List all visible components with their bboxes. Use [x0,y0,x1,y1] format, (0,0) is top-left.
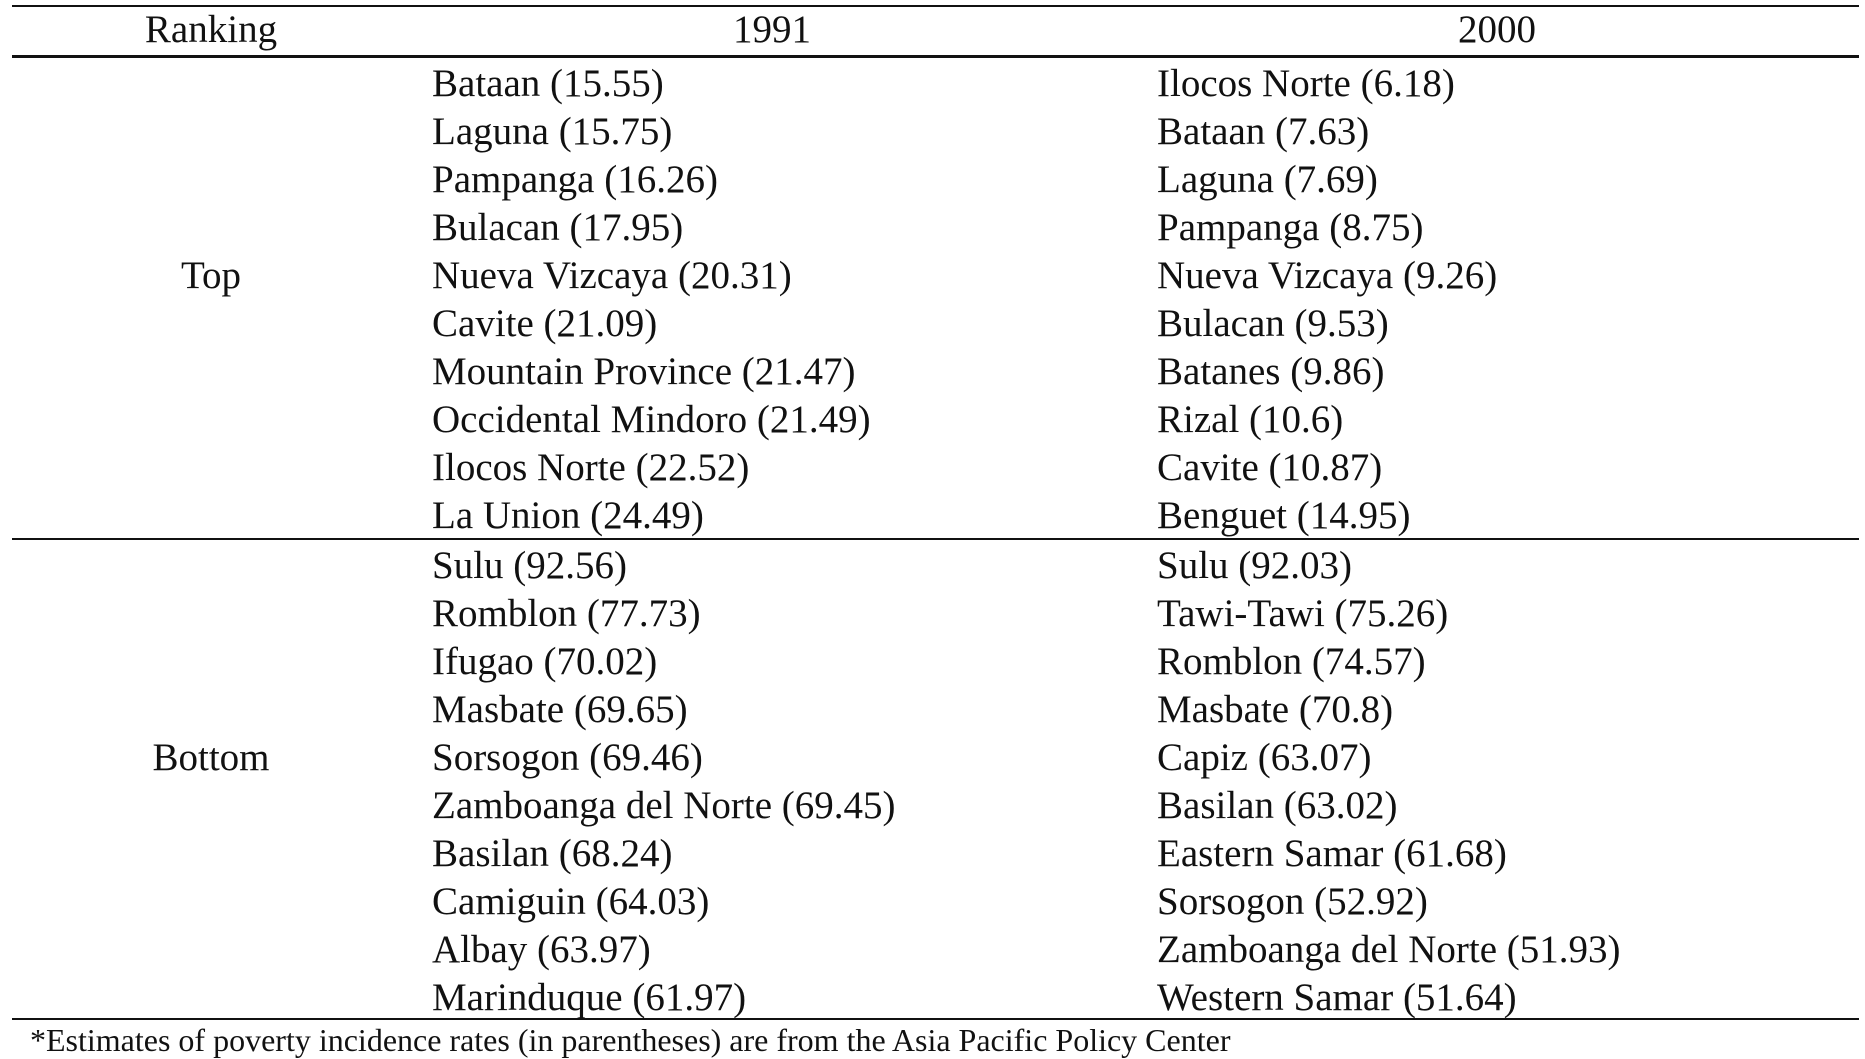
province-cell-y2000: Laguna (7.69) [1157,158,1378,201]
bottom-rule [12,1018,1859,1020]
province-cell-y1991: Camiguin (64.03) [432,880,710,923]
province-cell-y2000: Benguet (14.95) [1157,494,1411,537]
province-cell-y2000: Sulu (92.03) [1157,544,1352,587]
province-cell-y2000: Basilan (63.02) [1157,784,1398,827]
province-cell-y1991: Ifugao (70.02) [432,640,658,683]
province-cell-y1991: Sorsogon (69.46) [432,736,703,779]
province-cell-y2000: Ilocos Norte (6.18) [1157,62,1455,105]
province-cell-y2000: Batanes (9.86) [1157,350,1385,393]
province-cell-y1991: Marinduque (61.97) [432,976,747,1019]
province-cell-y1991: La Union (24.49) [432,494,704,537]
group-label: Bottom [152,736,270,779]
province-cell-y1991: Mountain Province (21.47) [432,350,856,393]
province-cell-y2000: Masbate (70.8) [1157,688,1394,731]
province-cell-y2000: Nueva Vizcaya (9.26) [1157,254,1498,297]
header-1991: 1991 [733,8,811,51]
header-rule [12,55,1859,58]
header-ranking: Ranking [144,8,278,51]
province-cell-y1991: Nueva Vizcaya (20.31) [432,254,792,297]
group-label: Top [180,254,242,297]
province-cell-y1991: Zamboanga del Norte (69.45) [432,784,896,827]
province-cell-y2000: Bulacan (9.53) [1157,302,1389,345]
province-cell-y2000: Sorsogon (52.92) [1157,880,1428,923]
province-cell-y1991: Pampanga (16.26) [432,158,718,201]
province-cell-y2000: Capiz (63.07) [1157,736,1372,779]
top-rule [12,5,1859,7]
province-cell-y1991: Bulacan (17.95) [432,206,684,249]
province-cell-y2000: Western Samar (51.64) [1157,976,1517,1019]
province-cell-y1991: Romblon (77.73) [432,592,701,635]
province-cell-y1991: Sulu (92.56) [432,544,627,587]
province-cell-y1991: Occidental Mindoro (21.49) [432,398,871,441]
province-cell-y2000: Eastern Samar (61.68) [1157,832,1507,875]
group-divider [12,538,1859,540]
province-cell-y2000: Romblon (74.57) [1157,640,1426,683]
province-cell-y2000: Bataan (7.63) [1157,110,1370,153]
province-cell-y1991: Bataan (15.55) [432,62,664,105]
province-cell-y1991: Ilocos Norte (22.52) [432,446,750,489]
header-2000: 2000 [1458,8,1536,51]
footnote: *Estimates of poverty incidence rates (in parentheses) are from the Asia Pacific Policy Center [30,1022,1231,1058]
province-cell-y2000: Zamboanga del Norte (51.93) [1157,928,1621,971]
province-cell-y2000: Cavite (10.87) [1157,446,1383,489]
province-cell-y2000: Tawi-Tawi (75.26) [1157,592,1449,635]
province-cell-y1991: Basilan (68.24) [432,832,673,875]
province-cell-y1991: Laguna (15.75) [432,110,673,153]
province-cell-y2000: Rizal (10.6) [1157,398,1344,441]
province-cell-y1991: Cavite (21.09) [432,302,658,345]
province-cell-y2000: Pampanga (8.75) [1157,206,1424,249]
province-cell-y1991: Albay (63.97) [432,928,651,971]
province-cell-y1991: Masbate (69.65) [432,688,688,731]
